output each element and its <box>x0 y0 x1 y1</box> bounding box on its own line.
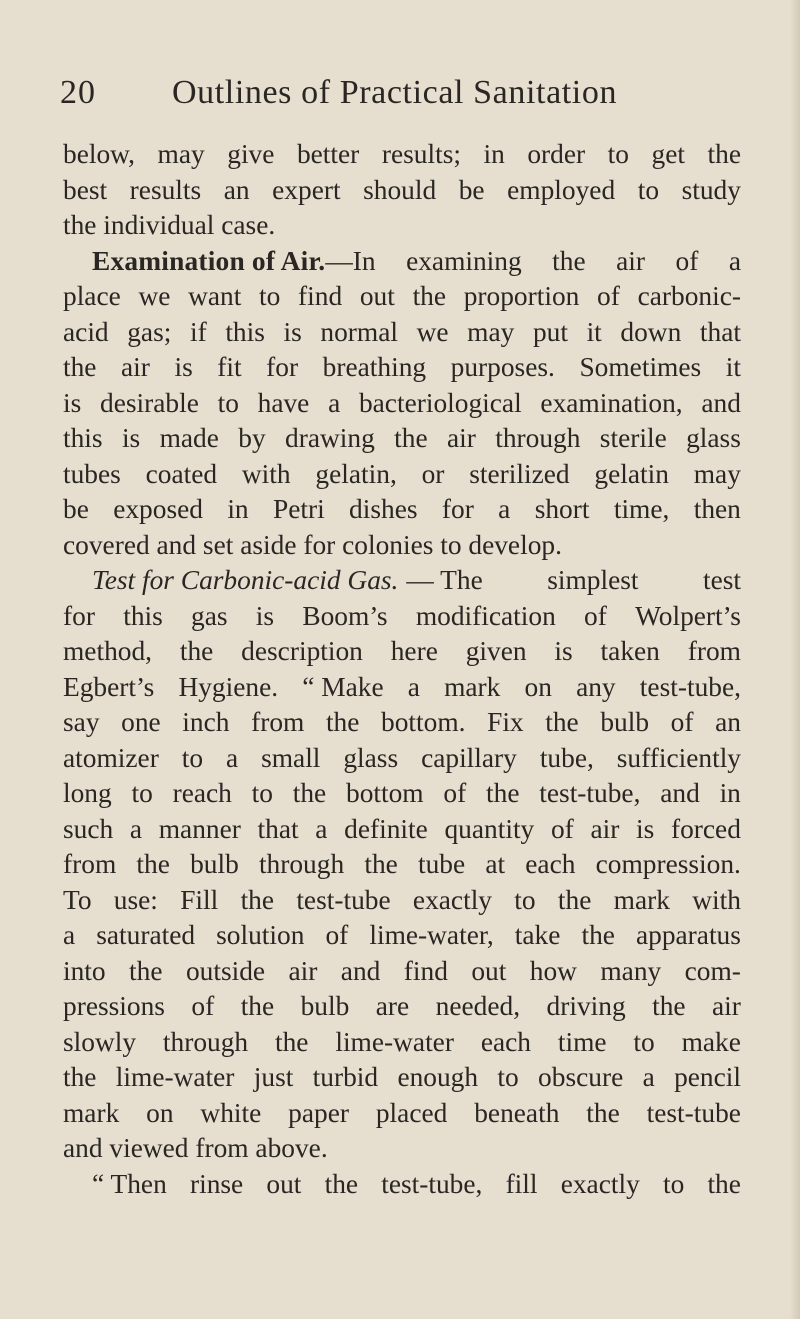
word: capillary <box>421 742 517 773</box>
word: may <box>157 139 205 169</box>
word: the <box>707 139 741 169</box>
word: have <box>257 387 310 418</box>
word: how <box>529 955 577 986</box>
word: this <box>63 423 103 453</box>
word: modification <box>415 600 556 631</box>
word: air <box>446 423 476 453</box>
word: taken <box>600 636 660 666</box>
word: the <box>136 849 170 879</box>
word: Fix <box>487 707 524 737</box>
text-line <box>63 1167 741 1203</box>
word: bulb <box>300 991 350 1021</box>
word: that <box>257 813 299 844</box>
word: the <box>63 1062 97 1092</box>
word: solution <box>216 920 305 950</box>
word: results; <box>381 139 461 169</box>
word: a <box>129 813 143 844</box>
word: the <box>179 636 214 666</box>
text-line <box>63 954 741 990</box>
word: is <box>554 636 573 666</box>
word: an <box>715 707 741 737</box>
word: through <box>495 423 581 453</box>
text-line <box>63 279 741 315</box>
word: is <box>121 423 141 453</box>
word: sufficiently <box>616 742 741 773</box>
word: results <box>129 174 202 205</box>
text-line <box>63 741 741 777</box>
word: for <box>63 600 95 631</box>
word: a <box>328 387 341 418</box>
text-line: the individual case. <box>63 210 276 240</box>
word: acid <box>63 316 109 347</box>
word: of <box>550 813 574 844</box>
word: forced <box>670 813 741 844</box>
word: test-tube <box>296 884 391 915</box>
word: long <box>63 778 112 808</box>
word: pressions <box>63 991 165 1021</box>
word: test-tube, <box>539 778 641 808</box>
word: a <box>225 742 239 773</box>
word: in <box>227 494 249 524</box>
word: needed, <box>435 991 521 1021</box>
word: or <box>421 458 445 489</box>
word: to <box>251 778 273 808</box>
word: the <box>552 245 586 276</box>
word: the <box>586 1097 620 1128</box>
word: sterile <box>599 423 667 453</box>
word: pencil <box>674 1062 741 1092</box>
text-line <box>63 670 741 706</box>
word: to <box>259 281 281 311</box>
word: outside <box>185 955 266 986</box>
word: for <box>441 494 474 524</box>
text-line <box>63 457 741 493</box>
word: breathing <box>322 352 427 382</box>
word: we <box>416 316 449 347</box>
word: are <box>375 991 410 1021</box>
text-line <box>63 492 741 528</box>
word: out <box>266 1168 302 1199</box>
word: inch <box>182 707 230 737</box>
word: the <box>275 1026 309 1057</box>
text-line <box>63 315 741 351</box>
word: expert <box>272 174 341 205</box>
word: to <box>662 1168 685 1199</box>
word: if <box>189 316 207 347</box>
word: — The <box>406 565 483 595</box>
word: put <box>532 316 568 347</box>
word: and <box>701 387 741 418</box>
running-title: Outlines of Practical Sanitation <box>172 74 618 111</box>
word: method, <box>63 636 153 666</box>
word: exactly <box>560 1168 640 1199</box>
word: and <box>660 778 700 808</box>
word: reach <box>172 778 232 808</box>
word: definite <box>344 813 428 844</box>
word: Sometimes <box>579 352 702 382</box>
word: best <box>63 174 108 205</box>
word: the <box>412 281 447 311</box>
word: test <box>702 565 741 595</box>
word: “ Make <box>302 671 384 702</box>
word: placed <box>375 1097 448 1128</box>
word: tube, <box>539 742 594 773</box>
word: lime-water <box>115 1062 235 1092</box>
word: out <box>471 955 507 986</box>
word: to <box>217 387 239 418</box>
word: it <box>725 352 741 382</box>
word: a <box>728 245 741 276</box>
word: test-tube, <box>639 671 741 702</box>
word: the <box>652 991 686 1021</box>
word: of <box>584 600 607 631</box>
word: Petri <box>272 494 325 524</box>
word: of <box>675 245 699 276</box>
word: sterilized <box>469 458 570 489</box>
word: dishes <box>349 494 418 524</box>
word: to <box>131 778 153 808</box>
word: —In <box>325 245 376 276</box>
word: “ Then <box>92 1168 167 1199</box>
word: to <box>497 1062 519 1092</box>
word: better <box>296 139 360 169</box>
word: mark <box>63 1097 120 1128</box>
word: driving <box>546 991 626 1021</box>
word: simplest <box>547 565 639 595</box>
text-line-rest <box>398 563 741 599</box>
word: any <box>576 671 616 702</box>
word: into <box>63 955 106 986</box>
word: lime-water <box>335 1026 454 1057</box>
word: test-tube, <box>381 1168 483 1199</box>
page-edge-shadow <box>790 0 800 1319</box>
word: here <box>390 636 438 666</box>
word: exactly <box>412 884 493 915</box>
word: paper <box>288 1097 349 1128</box>
word: through <box>162 1026 249 1057</box>
word: this <box>123 600 163 631</box>
word: find <box>298 281 343 311</box>
word: compression. <box>595 849 741 879</box>
word: white <box>200 1097 262 1128</box>
text-line <box>63 244 741 280</box>
word: examining <box>406 245 522 276</box>
word: is <box>255 600 275 631</box>
word: short <box>534 494 590 524</box>
word: on <box>146 1097 174 1128</box>
word: Hygiene. <box>178 671 279 702</box>
text-line-rest <box>325 244 741 280</box>
body-text <box>63 137 741 1202</box>
word: for <box>266 352 299 382</box>
word: small <box>261 742 321 773</box>
word: the <box>545 707 579 737</box>
word: with <box>241 458 291 489</box>
word: tube <box>417 849 466 879</box>
word: through <box>258 849 345 879</box>
word: manner <box>158 813 241 844</box>
word: the <box>292 778 327 808</box>
text-line <box>63 1060 741 1096</box>
word: quantity <box>444 813 535 844</box>
word: bottom <box>346 778 424 808</box>
word: bacteriological <box>358 387 522 418</box>
text-line <box>63 776 741 812</box>
word: may <box>693 458 741 489</box>
text-line <box>63 137 741 173</box>
word: each <box>525 849 576 879</box>
word: one <box>121 707 161 737</box>
text-line <box>63 705 741 741</box>
word: the <box>486 778 520 808</box>
word: is <box>636 813 655 844</box>
section-heading: Examination of Air. <box>92 245 326 276</box>
text-line <box>63 634 741 670</box>
word: should <box>363 174 437 205</box>
word: of <box>443 778 467 808</box>
word: saturated <box>96 920 196 950</box>
word: an <box>223 174 250 205</box>
word: out <box>359 281 395 311</box>
word: desirable <box>100 387 199 418</box>
word: the <box>240 884 275 915</box>
word: lime-water, <box>369 920 494 950</box>
word: bottom. <box>381 707 466 737</box>
word: To <box>63 884 92 915</box>
word: description <box>241 636 363 666</box>
word: gas <box>191 600 228 631</box>
word: may <box>467 316 515 347</box>
word: that <box>699 316 741 347</box>
word: to <box>637 174 660 205</box>
word: a <box>498 494 511 524</box>
word: take <box>514 920 561 950</box>
text-line <box>63 386 741 422</box>
word: order <box>527 139 586 169</box>
word: apparatus <box>635 920 741 950</box>
word: the <box>325 707 360 737</box>
text-line <box>63 421 741 457</box>
word: just <box>253 1062 294 1092</box>
text-line <box>63 989 741 1025</box>
word: made <box>159 423 219 453</box>
text-line: covered and set aside for colonies to develop. <box>63 529 562 560</box>
word: glass <box>343 742 399 773</box>
word: examination, <box>540 387 683 418</box>
word: from <box>251 707 305 737</box>
word: drawing <box>285 423 375 453</box>
word: air <box>616 245 646 276</box>
text-line <box>63 1025 741 1061</box>
word: the <box>394 423 428 453</box>
section-heading: Test for Carbonic-acid Gas. <box>92 565 399 595</box>
word: purposes. <box>450 352 555 382</box>
word: to <box>514 884 536 915</box>
word: we <box>138 281 171 311</box>
word: and <box>340 955 381 986</box>
word: to <box>607 139 629 169</box>
word: turbid <box>312 1062 379 1092</box>
word: given <box>465 636 527 666</box>
word: by <box>238 423 266 453</box>
word: coated <box>145 458 218 489</box>
word: each <box>480 1026 531 1057</box>
word: in <box>719 778 741 808</box>
word: on <box>524 671 552 702</box>
word: tubes <box>63 458 121 489</box>
word: is <box>63 387 82 418</box>
word: the <box>364 849 398 879</box>
word: with <box>692 884 741 915</box>
word: get <box>651 139 685 169</box>
word: time <box>557 1026 607 1057</box>
word: rinse <box>189 1168 244 1199</box>
word: down <box>620 316 682 347</box>
text-line: and viewed from above. <box>63 1133 328 1163</box>
word: gas; <box>127 316 172 347</box>
word: it <box>586 316 602 347</box>
word: the <box>324 1168 359 1199</box>
word: mark <box>444 671 501 702</box>
word: air <box>590 813 620 844</box>
word: give <box>227 139 275 169</box>
word: such <box>63 813 114 844</box>
word: com- <box>684 955 741 986</box>
word: the <box>557 884 592 915</box>
word: enough <box>397 1062 479 1092</box>
word: be <box>458 174 485 205</box>
word: Egbert’s <box>63 671 155 702</box>
word: gelatin <box>594 458 669 489</box>
word: Boom’s <box>302 600 388 631</box>
word: to <box>181 742 204 773</box>
word: fit <box>217 352 242 382</box>
word: atomizer <box>63 742 159 773</box>
word: exposed <box>113 494 203 524</box>
word: is <box>283 316 302 347</box>
word: glass <box>686 423 741 453</box>
word: below, <box>63 139 136 169</box>
word: the <box>707 1168 741 1199</box>
word: a <box>642 1062 655 1092</box>
word: air <box>712 991 741 1021</box>
word: from <box>687 636 741 666</box>
word: the <box>129 955 163 986</box>
word: of <box>325 920 349 950</box>
word: proportion <box>463 281 580 311</box>
word: normal <box>320 316 398 347</box>
text-line <box>63 1096 741 1132</box>
word: in <box>483 139 505 169</box>
word: this <box>225 316 265 347</box>
word: the <box>240 991 275 1021</box>
word: from <box>63 849 117 879</box>
word: at <box>485 849 506 879</box>
word: a <box>63 920 76 950</box>
text-line <box>63 918 741 954</box>
word: test-tube <box>646 1097 741 1128</box>
word: air <box>121 352 150 382</box>
word: use: <box>113 884 158 915</box>
word: be <box>63 494 89 524</box>
text-line <box>63 350 741 386</box>
word: mark <box>613 884 670 915</box>
word: Fill <box>180 884 219 915</box>
word: carbonic- <box>637 281 741 311</box>
word: Wolpert’s <box>635 600 741 631</box>
word: then <box>693 494 741 524</box>
word: bulb <box>190 849 239 879</box>
word: bulb <box>600 707 650 737</box>
word: of <box>670 707 694 737</box>
word: air <box>288 955 318 986</box>
word: the <box>581 920 615 950</box>
text-line <box>63 812 741 848</box>
word: many <box>600 955 662 986</box>
word: gelatin, <box>315 458 397 489</box>
word: the <box>63 352 97 382</box>
text-line <box>63 563 741 599</box>
word: find <box>403 955 448 986</box>
text-line <box>63 883 741 919</box>
text-line <box>63 599 741 635</box>
word: beneath <box>474 1097 560 1128</box>
word: say <box>63 707 100 737</box>
word: a <box>315 813 328 844</box>
word: time, <box>613 494 670 524</box>
page-number: 20 <box>60 74 96 111</box>
word: employed <box>507 174 616 205</box>
word: of <box>191 991 215 1021</box>
word: slowly <box>63 1026 137 1057</box>
text-line <box>63 847 741 883</box>
word: of <box>597 281 620 311</box>
word: a <box>407 671 420 702</box>
word: to <box>633 1026 655 1057</box>
word: is <box>174 352 193 382</box>
word: want <box>188 281 242 311</box>
page-header <box>60 74 740 134</box>
word: obscure <box>538 1062 624 1092</box>
word: make <box>681 1026 741 1057</box>
text-line <box>63 173 741 209</box>
word: fill <box>505 1168 538 1199</box>
word: place <box>63 281 121 311</box>
word: study <box>681 174 741 205</box>
